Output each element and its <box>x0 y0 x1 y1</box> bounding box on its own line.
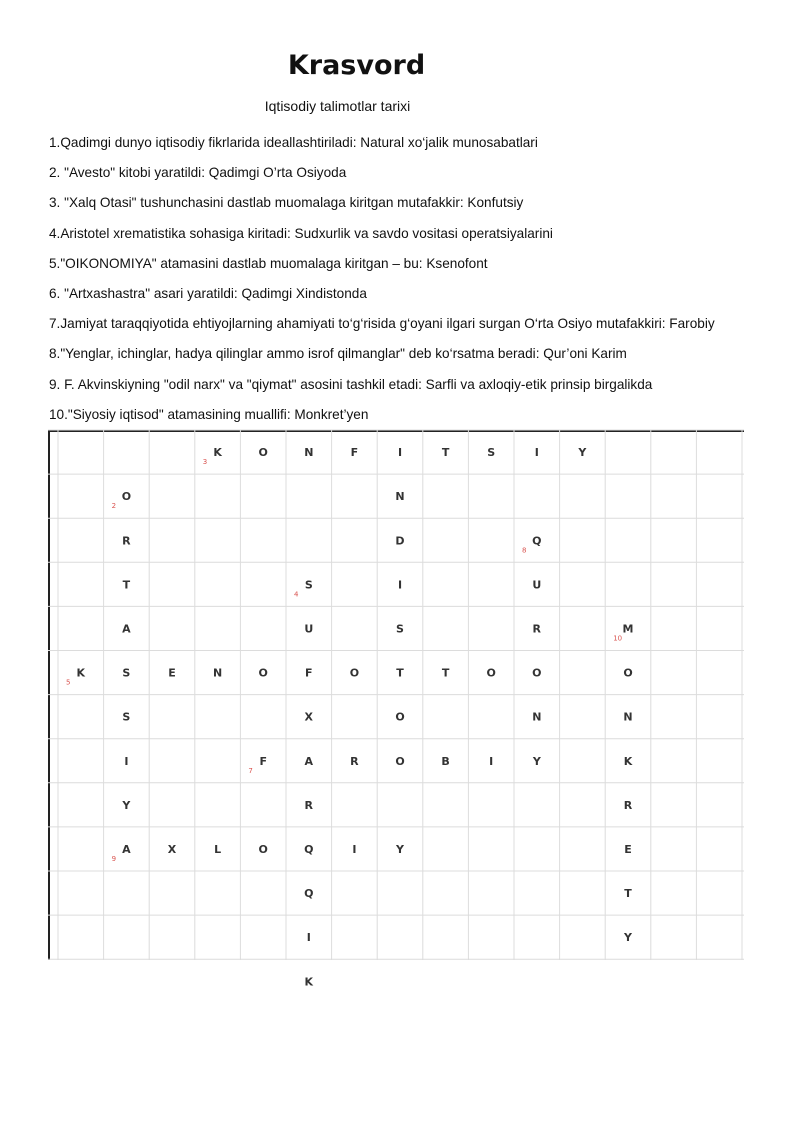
crossword-letter: K <box>623 754 633 768</box>
clue-number: 10 <box>613 634 623 643</box>
crossword-letter: U <box>304 622 314 636</box>
crossword-letter: I <box>397 446 403 460</box>
crossword-letter: Y <box>122 798 131 812</box>
crossword-letter: X <box>304 710 314 724</box>
crossword-letter: N <box>623 710 633 724</box>
clue-number: 2 <box>111 502 117 511</box>
crossword-letter: K <box>76 666 86 680</box>
clue-9: 9. F. Akvinskiyning "odil narx" va "qiymat" asosini tashkil etadi: Sarfli va axloqiy-etik prinsip birgalikda <box>49 376 653 392</box>
crossword-letter: S <box>487 446 496 460</box>
crossword-letter: R <box>350 754 359 768</box>
crossword-letter: U <box>532 578 542 592</box>
crossword-letter: E <box>624 842 632 856</box>
crossword-letter: I <box>489 754 494 768</box>
crossword-letter: K <box>304 975 314 989</box>
crossword-letter: I <box>352 842 357 856</box>
clue-number: 9 <box>111 855 117 863</box>
crossword-letter: B <box>441 754 450 768</box>
clue-6: 6. "Artxashastra" asari yaratildi: Qadimgi Xindistonda <box>49 286 367 302</box>
crossword-letter: F <box>259 754 267 768</box>
crossword-letter: N <box>304 446 314 460</box>
crossword-letter: O <box>532 666 542 680</box>
crossword-letter: R <box>623 798 633 812</box>
crossword-letter: Y <box>578 446 587 460</box>
crossword-letter: N <box>532 710 542 724</box>
clue-2: 2. "Avesto" kitobi yaratildi: Qadimgi O’rta Osiyoda <box>49 165 347 181</box>
crossword-letter: Y <box>624 931 632 945</box>
crossword-letter: O <box>395 710 405 724</box>
crossword-letter: L <box>214 842 222 856</box>
crossword-grid <box>48 430 744 989</box>
crossword-letter: A <box>122 842 131 856</box>
crossword-letter: S <box>396 622 404 636</box>
crossword-letter: T <box>441 666 450 680</box>
clue-3: 3. "Xalq Otasi" tushunchasini dastlab muomalaga kiritgan mutafakkir: Konfutsiy <box>49 195 524 211</box>
crossword-letter: S <box>304 578 313 592</box>
clue-number: 4 <box>294 590 299 599</box>
crossword-letter: Q <box>304 887 314 901</box>
crossword-letter: T <box>624 887 632 901</box>
crossword-letter: O <box>486 666 496 680</box>
crossword-letter: N <box>395 490 405 504</box>
crossword-letter: I <box>306 931 311 945</box>
page-title: Krasvord <box>287 50 426 81</box>
crossword-letter: O <box>258 446 268 460</box>
crossword-letter: F <box>305 666 313 680</box>
crossword-letter: Q <box>304 842 314 856</box>
clue-8: 8."Yenglar, ichinglar, hadya qilinglar ammo isrof qilmanglar" deb ko‘rsatma beradi: Qur’oni Karim <box>49 346 627 362</box>
clue-number: 8 <box>522 546 527 555</box>
crossword-letter: T <box>396 666 404 680</box>
crossword-letter: X <box>167 842 177 856</box>
crossword-letter: O <box>349 666 360 680</box>
clue-list <box>49 128 769 430</box>
crossword-letter: R <box>532 622 542 636</box>
crossword-letter: E <box>168 666 176 680</box>
crossword-letter: R <box>304 798 314 812</box>
clue-number: 5 <box>66 678 71 687</box>
crossword-letter: O <box>258 666 268 680</box>
crossword-letter: A <box>304 754 314 768</box>
clue-number: 3 <box>202 458 208 467</box>
crossword-letter: R <box>122 534 131 548</box>
crossword-letter: O <box>121 490 132 504</box>
clue-4: 4.Aristotel xrematistika sohasiga kiritadi: Sudxurlik va savdo vositasi operatsiyalarini <box>49 225 553 241</box>
crossword-letter: Y <box>532 754 541 768</box>
crossword-letter: Q <box>532 534 542 548</box>
crossword-letter: S <box>122 710 131 724</box>
crossword-letter: I <box>534 446 539 460</box>
crossword-letter: N <box>212 666 223 680</box>
crossword-letter: F <box>350 446 359 460</box>
clue-1: 1.Qadimgi dunyo iqtisodiy fikrlarida ideallashtiriladi: Natural xo‘jalik munosabatlari <box>49 135 538 150</box>
clue-7: 7.Jamiyat taraqqiyotida ehtiyojlarning ahamiyati to‘g‘risida g‘oyani ilgari surgan O‘rta Osiyo mutafakkiri: Farobiy <box>49 316 715 332</box>
crossword-letter: S <box>122 666 131 680</box>
grid-border <box>49 431 744 960</box>
crossword-letter: A <box>122 622 131 636</box>
crossword-letter: T <box>441 446 450 460</box>
crossword-letter: I <box>124 754 129 768</box>
crossword-letter: O <box>623 666 633 680</box>
crossword-letter: T <box>122 578 131 592</box>
crossword-letter: I <box>397 578 403 592</box>
crossword-letter: O <box>258 842 268 856</box>
clue-number: 7 <box>248 766 253 775</box>
crossword-letter: D <box>395 534 405 548</box>
crossword-letter: Y <box>396 842 404 856</box>
clue-5: 5."OIKONOMIYA" atamasini dastlab muomalaga kiritgan – bu: Ksenofont <box>49 255 488 271</box>
crossword-letter: M <box>622 622 634 636</box>
clue-10: 10."Siyosiy iqtisod" atamasining muallifi: Monkret’yen <box>49 406 369 422</box>
crossword-letter: O <box>395 754 405 768</box>
crossword-letter: K <box>213 446 222 460</box>
page-subtitle: Iqtisodiy talimotlar tarixi <box>264 98 411 114</box>
